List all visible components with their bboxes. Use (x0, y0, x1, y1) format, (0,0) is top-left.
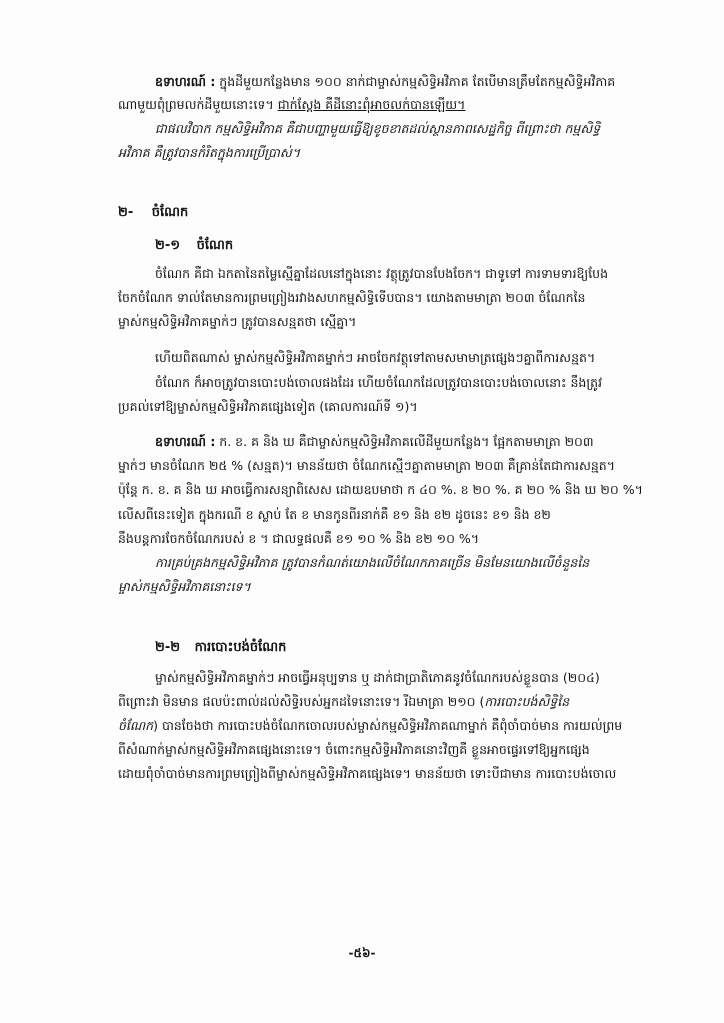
paragraph-text: ) បានចែងថា ការបោះបង់ចំណែកចោលរបស់ម្ចាស់កម្មសិទ្ធិអវិភាគណាម្នាក់ គឺពុំចាំបាច់មាន ការយល់ព្រម (153, 718, 623, 733)
example-label: ឧទាហរណ៍ : (155, 434, 216, 449)
italic-term: ចំណែក (118, 718, 154, 733)
paragraph-line: ម្ចាស់កម្មសិទ្ធិអវិភាគម្នាក់ៗ អាចធ្វើអនុប្បទាន ឬ ដាក់ជាប្រាតិភោគនូវចំណែករបស់ខ្លួនបាន (២០៤) (155, 670, 600, 685)
example-text: ក្នុងដីមួយកន្លែងមាន ១០០ នាក់ជាម្ចាស់កម្មសិទ្ធិអវិភាគ តែបើមានត្រឹមតែកម្មសិទ្ធិអវិភាគ (215, 74, 616, 89)
example-line: លើសពីនេះទៀត ក្នុងករណី ខ ស្លាប់ តែ ខ មានកូនពីរនាក់គឺ ខ១ និង ខ២ ដូចនេះ ខ១ និង ខ២ (118, 507, 551, 522)
paragraph-line: ប្រគល់ទៅឱ្យម្ចាស់កម្មសិទ្ធិអវិភាគផ្សេងទៀត (គោលការណ៍ទី ១)។ (118, 399, 418, 414)
note-line: ការគ្រប់គ្រងកម្មសិទ្ធិអវិភាគ ត្រូវបានកំណត់យោងលើចំណែកភាគច្រើន មិនមែនយោងលើចំនួននៃ (155, 555, 590, 570)
section-number: ២- (118, 205, 134, 220)
subsection-heading (155, 236, 654, 256)
paragraph-line: ចំណែក គឺជា ឯកតានៃតម្លៃស្មើគ្នាដែលនៅក្នុងនោះ វត្ថុត្រូវបានបែងចែក។ ជាទូទៅ ការទាមទារឱ្យបែង (155, 266, 609, 281)
subsection-heading (155, 638, 654, 658)
paragraph-line: ម្ចាស់កម្មសិទ្ធិអវិភាគម្នាក់ៗ ត្រូវបានសន្មតថា ស្មើគ្នា។ (118, 314, 357, 329)
note-paragraph-cont (118, 141, 654, 164)
italic-term: ការបោះបង់សិទ្ធិនៃ (484, 694, 570, 709)
subsection-number: ២-១ (155, 238, 181, 253)
section-heading (118, 203, 654, 223)
paragraph-line: ដោយពុំចាំបាច់មានការព្រមព្រៀងពីម្ចាស់កម្មសិទ្ធិអវិភាគផ្សេងទេ។ មានន័យថា ទោះបីជាមាន ការបោះបង់ចោល (118, 766, 617, 781)
section-title: ចំណែក (151, 205, 189, 220)
example-text: ក. ខ. គ និង ឃ គឺជាម្ចាស់កម្មសិទ្ធិអវិភាគលើដីមួយកន្លែង។ ផ្អែកតាមមាត្រា ២០៣ (215, 434, 594, 449)
note-line-1: ជាផលវិបាក កម្មសិទ្ធិអវិភាគ គឺជាបញ្ហាមួយធ្វើឱ្យខូចខាតដល់ស្ថានភាពសេដ្ឋកិច្ច ពីព្រោះថា កម្មសិទ្ធិ (155, 121, 601, 136)
note-line: ម្ចាស់កម្មសិទ្ធិអវិភាគនោះទេ។ (118, 579, 251, 594)
example-underlined-text: ជាក់ស្តែង គឺដីនោះពុំអាចលក់បានឡើយ។ (277, 97, 466, 112)
note-paragraph (155, 117, 654, 140)
example-label: ឧទាហរណ៍ : (155, 74, 216, 89)
paragraph-line: ពីសំណាក់ម្ចាស់កម្មសិទ្ធិអវិភាគផ្សេងនោះទេ។ ចំពោះកម្មសិទ្ធិអវិភាគនោះវិញគឺ ខ្លួនអាចផ្ទេរទៅឱ្យអ្នកផ្សេង (118, 742, 590, 757)
paragraph-line: ចំណែក ក៏អាចត្រូវបានបោះបង់ចោលផងដែរ ហើយចំណែកដែលត្រូវបានបោះបង់ចោលនោះ នឹងត្រូវ (155, 375, 602, 390)
subsection-title: ការបោះបង់ចំណែក (194, 640, 287, 655)
example-line: ម្នាក់ៗ មានចំណែក ២៥ % (សន្មត)។ មានន័យថា ចំណែកស្មើៗគ្នាតាមមាត្រា ២០៣ គឺគ្រាន់តែជាការសន្មត។ (118, 458, 615, 473)
example-text-cont: ណាមួយពុំព្រមលក់ដីមួយនោះទេ។ (118, 97, 278, 112)
subsection-title: ចំណែក (196, 238, 234, 253)
subsection-number: ២-២ (155, 640, 181, 655)
page-number: -៥៦- (348, 946, 376, 960)
example-line: ប៉ុន្តែ ក. ខ. គ និង ឃ អាចធ្វើការសន្យាពិសេស ដោយឧបមាថា ក ៤០ %. ខ ២០ %. គ ២០ % និង ឃ ២០ %។ (118, 482, 643, 497)
paragraph-text: ពីព្រោះវា មិនមាន ផលប៉ះពាល់ដល់សិទ្ធិរបស់អ្នកដទៃនោះទេ។ រីឯមាត្រា ២១០ ( (118, 694, 485, 709)
note-line-2: អវិភាគ គឺត្រូវបានកំរិតក្នុងការប្រើប្រាស់។ (118, 145, 301, 160)
example-paragraph-cont (118, 93, 654, 116)
paragraph-line: ហើយពិតណាស់ ម្ចាស់កម្មសិទ្ធិអវិភាគម្នាក់ៗ អាចចែកវត្ថុទៅតាមសមាមាត្រផ្សេងៗគ្នាពីការសន្មត។ (155, 350, 596, 365)
example-line: នឹងបន្តការចែកចំណែករបស់ ខ ។ ជាលទ្ធផលគឺ ខ១ ១០ % និង ខ២ ១០ %។ (118, 531, 480, 546)
example-paragraph (155, 70, 654, 93)
paragraph-line: ចែកចំណែក ទាល់តែមានការព្រមព្រៀងរវាងសហកម្មសិទ្ធិទើបបាន។ យោងតាមមាត្រា ២០៣ ចំណែកនៃ (118, 290, 586, 305)
